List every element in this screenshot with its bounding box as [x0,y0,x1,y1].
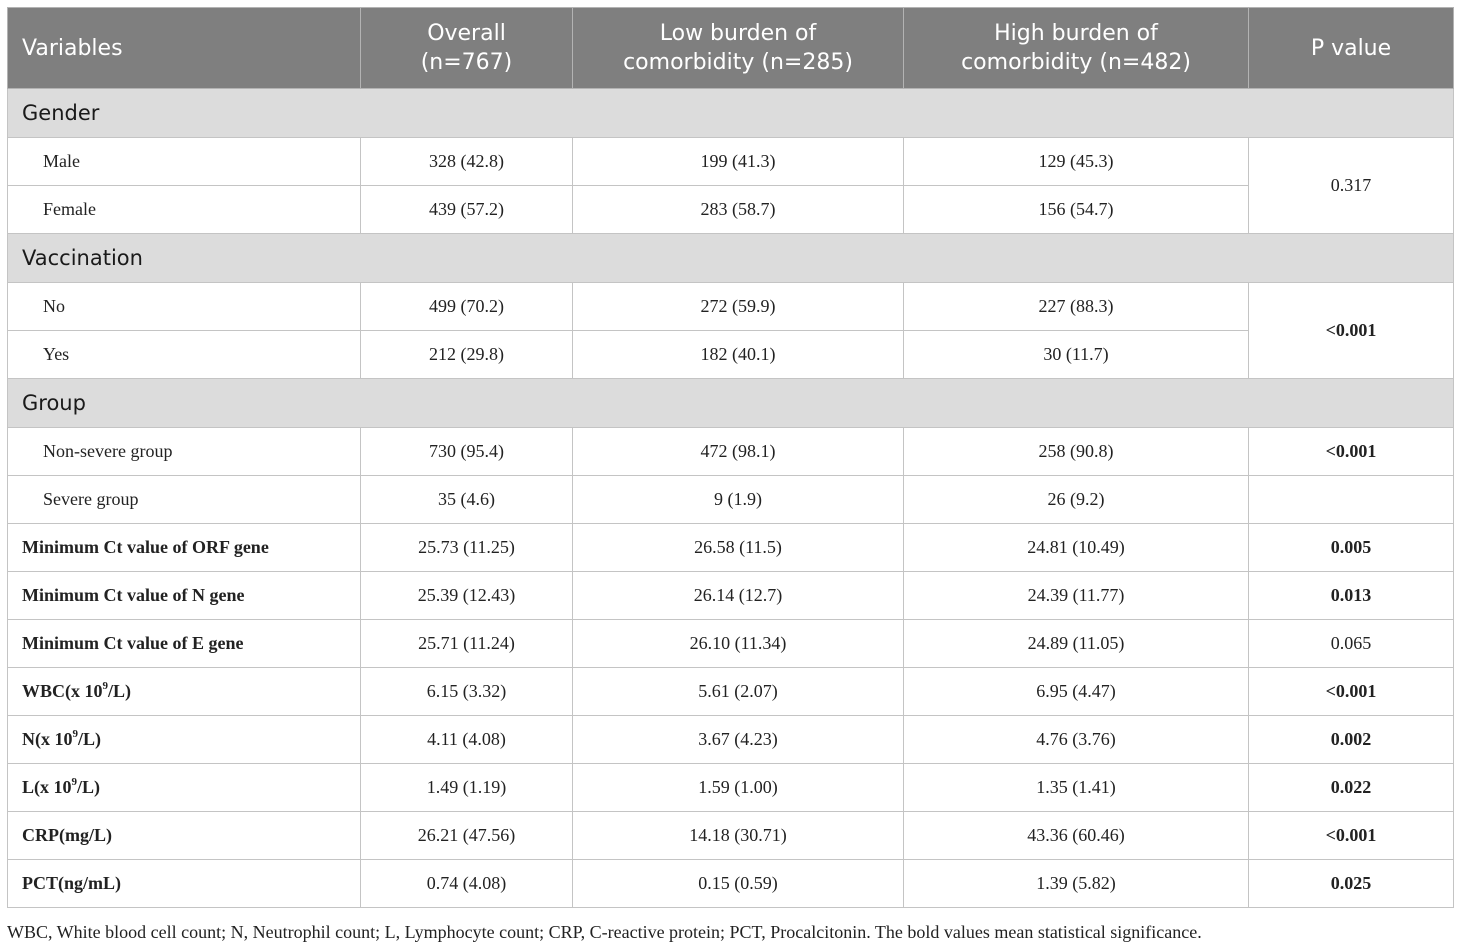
label-unit: /L) [78,729,102,749]
cell-overall: 0.74 (4.08) [361,860,573,908]
header-low-line2: comorbidity (n=285) [623,50,853,75]
cell-high: 26 (9.2) [904,476,1249,524]
row-label: Non-severe group [8,428,361,476]
header-high-line1: High burden of [994,21,1158,46]
cell-high: 24.39 (11.77) [904,572,1249,620]
table-row [8,764,1454,812]
row-label [8,764,361,812]
cell-pvalue [1249,476,1454,524]
row-label: Female [8,186,361,234]
cell-low: 26.10 (11.34) [573,620,904,668]
cell-low: 26.14 (12.7) [573,572,904,620]
table-row [8,283,1454,331]
header-overall [361,8,573,89]
section-title: Vaccination [8,234,1454,283]
cell-low: 26.58 (11.5) [573,524,904,572]
header-high-burden [904,8,1249,89]
cell-pvalue: <0.001 [1249,812,1454,860]
table-row [8,476,1454,524]
cell-pvalue: <0.001 [1249,428,1454,476]
label-superscript: 9 [71,776,77,788]
cell-low: 0.15 (0.59) [573,860,904,908]
comorbidity-table [7,7,1454,908]
cell-high: 4.76 (3.76) [904,716,1249,764]
header-low-line1: Low burden of [659,21,817,46]
cell-low: 283 (58.7) [573,186,904,234]
cell-high: 43.36 (60.46) [904,812,1249,860]
header-variables: Variables [8,8,361,89]
section-title: Gender [8,89,1454,138]
cell-high: 30 (11.7) [904,331,1249,379]
cell-overall: 212 (29.8) [361,331,573,379]
section-title: Group [8,379,1454,428]
table-row [8,860,1454,908]
cell-low: 472 (98.1) [573,428,904,476]
table-row [8,668,1454,716]
row-label [8,716,361,764]
cell-pvalue: 0.317 [1249,138,1454,234]
cell-low: 5.61 (2.07) [573,668,904,716]
cell-overall: 4.11 (4.08) [361,716,573,764]
cell-high: 129 (45.3) [904,138,1249,186]
header-overall-line1: Overall [427,21,506,46]
header-row [8,8,1454,89]
cell-overall: 1.49 (1.19) [361,764,573,812]
label-unit: /L) [77,777,101,797]
label-text: WBC(x 10 [22,681,103,701]
cell-overall: 439 (57.2) [361,186,573,234]
table-row [8,812,1454,860]
cell-low: 199 (41.3) [573,138,904,186]
cell-high: 1.35 (1.41) [904,764,1249,812]
row-label: Minimum Ct value of E gene [8,620,361,668]
section-group [8,379,1454,428]
table-footnote: WBC, White blood cell count; N, Neutrophil count; L, Lymphocyte count; CRP, C-reactive protein; PCT, Procalcitonin. The bold values mean statistical significance. [7,922,1202,942]
row-label: PCT(ng/mL) [8,860,361,908]
cell-overall: 6.15 (3.32) [361,668,573,716]
cell-high: 258 (90.8) [904,428,1249,476]
row-label: Minimum Ct value of N gene [8,572,361,620]
cell-overall: 328 (42.8) [361,138,573,186]
cell-high: 227 (88.3) [904,283,1249,331]
cell-pvalue: 0.065 [1249,620,1454,668]
cell-low: 272 (59.9) [573,283,904,331]
cell-pvalue: <0.001 [1249,668,1454,716]
row-label [8,668,361,716]
cell-high: 156 (54.7) [904,186,1249,234]
cell-overall: 499 (70.2) [361,283,573,331]
table-row [8,620,1454,668]
cell-overall: 25.73 (11.25) [361,524,573,572]
label-superscript: 9 [102,680,108,692]
header-pvalue: P value [1249,8,1454,89]
row-label: Male [8,138,361,186]
table-row [8,331,1454,379]
cell-pvalue: 0.005 [1249,524,1454,572]
row-label: Minimum Ct value of ORF gene [8,524,361,572]
cell-high: 6.95 (4.47) [904,668,1249,716]
cell-high: 1.39 (5.82) [904,860,1249,908]
table-row [8,524,1454,572]
cell-low: 14.18 (30.71) [573,812,904,860]
cell-overall: 25.71 (11.24) [361,620,573,668]
label-superscript: 9 [72,728,78,740]
table-row [8,716,1454,764]
row-label: CRP(mg/L) [8,812,361,860]
row-label: No [8,283,361,331]
section-gender [8,89,1454,138]
section-vaccination [8,234,1454,283]
cell-pvalue: 0.025 [1249,860,1454,908]
table-row [8,138,1454,186]
cell-low: 182 (40.1) [573,331,904,379]
cell-low: 9 (1.9) [573,476,904,524]
cell-low: 3.67 (4.23) [573,716,904,764]
cell-overall: 26.21 (47.56) [361,812,573,860]
cell-pvalue: <0.001 [1249,283,1454,379]
table-row [8,186,1454,234]
label-text: L(x 10 [22,777,72,797]
table-row [8,572,1454,620]
cell-overall: 730 (95.4) [361,428,573,476]
cell-high: 24.89 (11.05) [904,620,1249,668]
label-unit: /L) [108,681,132,701]
row-label: Yes [8,331,361,379]
cell-overall: 25.39 (12.43) [361,572,573,620]
table-container [7,7,1453,908]
cell-low: 1.59 (1.00) [573,764,904,812]
cell-pvalue: 0.022 [1249,764,1454,812]
cell-pvalue: 0.002 [1249,716,1454,764]
header-high-line2: comorbidity (n=482) [961,50,1191,75]
table-row [8,428,1454,476]
header-overall-line2: (n=767) [420,50,513,75]
row-label: Severe group [8,476,361,524]
label-text: N(x 10 [22,729,73,749]
cell-pvalue: 0.013 [1249,572,1454,620]
header-low-burden [573,8,904,89]
cell-high: 24.81 (10.49) [904,524,1249,572]
cell-overall: 35 (4.6) [361,476,573,524]
